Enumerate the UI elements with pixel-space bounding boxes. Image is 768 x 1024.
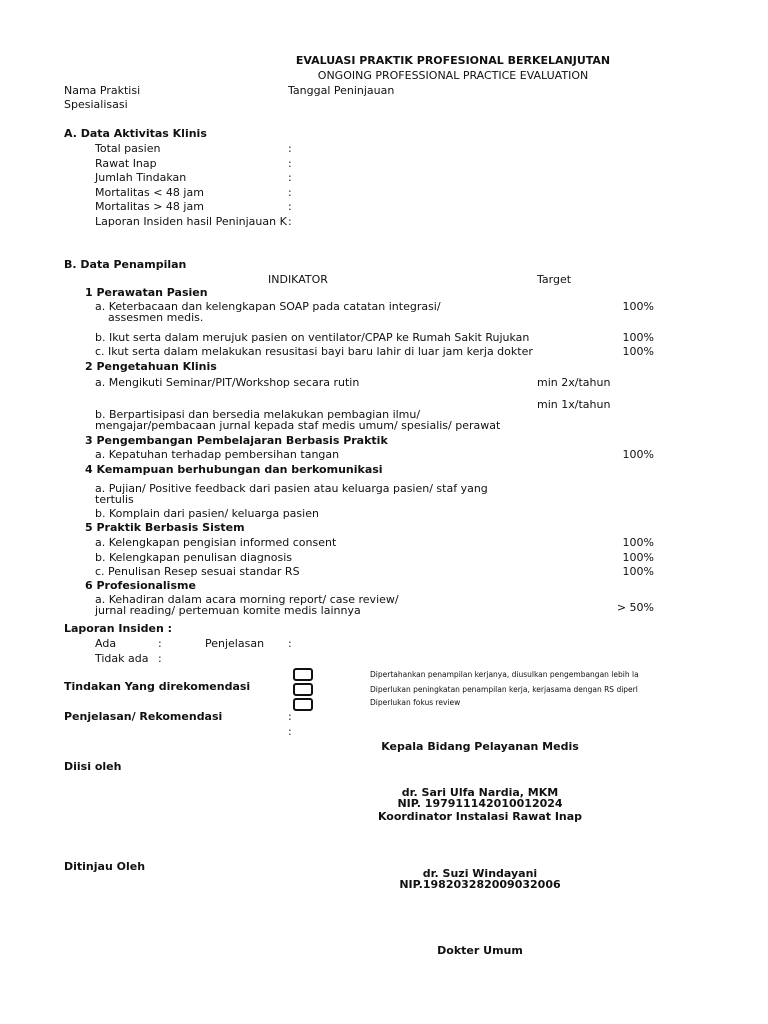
group-system-practice-title: 5 Praktik Berbasis Sistem (85, 521, 245, 534)
filler-nip: NIP. 197911142010012024 (397, 797, 563, 810)
indicator-praise-line1: a. Pujian/ Positive feedback dari pasien atau keluarga pasien/ staf yang (95, 482, 488, 495)
group-practice-learning-title: 3 Pengembangan Pembelajaran Berbasis Praktik (85, 434, 388, 447)
filled-by-label: Diisi oleh (64, 760, 122, 773)
recommendation-checkbox-improve[interactable] (293, 683, 313, 696)
indicator-soap-line2: assesmen medis. (108, 311, 204, 324)
target-value: 100% (622, 536, 654, 549)
procedures-label: Jumlah Tindakan (95, 171, 187, 184)
indicator-attendance-line2: jurnal reading/ pertemuan komite medis lainnya (95, 604, 361, 617)
inpatient-label: Rawat Inap (95, 157, 157, 170)
colon: : (288, 171, 292, 184)
target-value: 100% (622, 565, 654, 578)
indicator-informed-consent: a. Kelengkapan pengisian informed consent (95, 536, 337, 549)
indicator-hand-hygiene: a. Kepatuhan terhadap pembersihan tangan (95, 448, 340, 461)
section-a-heading: A. Data Aktivitas Klinis (64, 127, 207, 140)
practitioner-name-label: Nama Praktisi (64, 84, 141, 97)
mortality-over-48-label: Mortalitas > 48 jam (95, 200, 204, 213)
indicator-praise-line2: tertulis (95, 493, 134, 506)
reviewer-nip: NIP.198203282009032006 (399, 878, 561, 891)
indicator-referral: b. Ikut serta dalam merujuk pasien on ventilator/CPAP ke Rumah Sakit Rujukan (95, 331, 530, 344)
indicator-diagnosis: b. Kelengkapan penulisan diagnosis (95, 551, 293, 564)
target-value: min 2x/tahun (537, 376, 611, 389)
document-title: EVALUASI PRAKTIK PROFESIONAL BERKELANJUTAN (295, 54, 611, 67)
target-value: 100% (622, 551, 654, 564)
indicator-column-header: INDIKATOR (268, 273, 328, 286)
section-b-heading: B. Data Penampilan (64, 258, 187, 271)
recommendation-option-maintain: Dipertahankan penampilan kerjanya, diusulkan pengembangan lebih la (370, 670, 639, 679)
indicator-teaching-line1: b. Berpartisipasi dan bersedia melakukan pembagian ilmu/ (95, 408, 421, 421)
recommended-action-label: Tindakan Yang direkomendasi (64, 680, 251, 693)
indicator-resuscitation: c. Ikut serta dalam melakukan resusitasi bayi baru lahir di luar jam kerja dokter (95, 345, 533, 358)
document-subtitle: ONGOING PROFESSIONAL PRACTICE EVALUATION (317, 69, 589, 82)
filler-role: Koordinator Instalasi Rawat Inap (377, 810, 583, 823)
colon: : (288, 215, 292, 228)
specialization-label: Spesialisasi (64, 98, 128, 111)
colon: : (288, 186, 292, 199)
reviewed-by-label: Ditinjau Oleh (64, 860, 146, 873)
group-professionalism-title: 6 Profesionalisme (85, 579, 196, 592)
target-column-header: Target (537, 273, 572, 286)
colon: : (288, 142, 292, 155)
total-patients-label: Total pasien (95, 142, 161, 155)
target-value: 100% (622, 345, 654, 358)
head-of-medical-services-title: Kepala Bidang Pelayanan Medis (381, 740, 579, 753)
colon: : (288, 200, 292, 213)
indicator-attendance-line1: a. Kehadiran dalam acara morning report/ case review/ (95, 593, 399, 606)
target-value: 100% (622, 300, 654, 313)
mortality-under-48-label: Mortalitas < 48 jam (95, 186, 204, 199)
colon: : (288, 725, 292, 738)
recommendation-checkbox-maintain[interactable] (293, 668, 313, 681)
recommendation-option-improve: Diperlukan peningkatan penampilan kerja, kerjasama dengan RS diperl (370, 685, 638, 694)
group-communication-title: 4 Kemampuan berhubungan dan berkomunikasi (85, 463, 383, 476)
colon: : (288, 157, 292, 170)
incident-no-label: Tidak ada (95, 652, 149, 665)
recommendation-explanation-label: Penjelasan/ Rekomendasi (64, 710, 223, 723)
filler-name: dr. Sari Ulfa Nardia, MKM (401, 786, 559, 799)
target-value: 100% (622, 331, 654, 344)
indicator-soap-line1: a. Keterbacaan dan kelengkapan SOAP pada catatan integrasi/ (95, 300, 441, 313)
colon: : (288, 710, 292, 723)
recommendation-checkbox-focus-review[interactable] (293, 698, 313, 711)
incident-yes-label: Ada (95, 637, 117, 650)
incident-heading: Laporan Insiden : (64, 622, 173, 635)
reviewer-name: dr. Suzi Windayani (422, 867, 538, 880)
incident-explanation-label: Penjelasan (205, 637, 265, 650)
indicator-seminar: a. Mengikuti Seminar/PIT/Workshop secara rutin (95, 376, 360, 389)
indicator-complaints: b. Komplain dari pasien/ keluarga pasien (95, 507, 319, 520)
indicator-teaching-line2: mengajar/pembacaan jurnal kepada staf medis umum/ spesialis/ perawat (95, 419, 501, 432)
review-date-label: Tanggal Peninjauan (288, 84, 395, 97)
colon: : (158, 652, 162, 665)
indicator-prescription: c. Penulisan Resep sesuai standar RS (95, 565, 300, 578)
target-value: min 1x/tahun (537, 398, 611, 411)
group-patient-care-title: 1 Perawatan Pasien (85, 286, 208, 299)
general-doctor-label: Dokter Umum (437, 944, 523, 957)
target-value: 100% (622, 448, 654, 461)
group-clinical-knowledge-title: 2 Pengetahuan Klinis (85, 360, 217, 373)
colon: : (158, 637, 162, 650)
target-value: > 50% (616, 601, 654, 614)
recommendation-option-focus-review: Diperlukan fokus review (370, 698, 461, 707)
incident-review-label: Laporan Insiden hasil Peninjauan K (95, 215, 287, 228)
colon: : (288, 637, 292, 650)
